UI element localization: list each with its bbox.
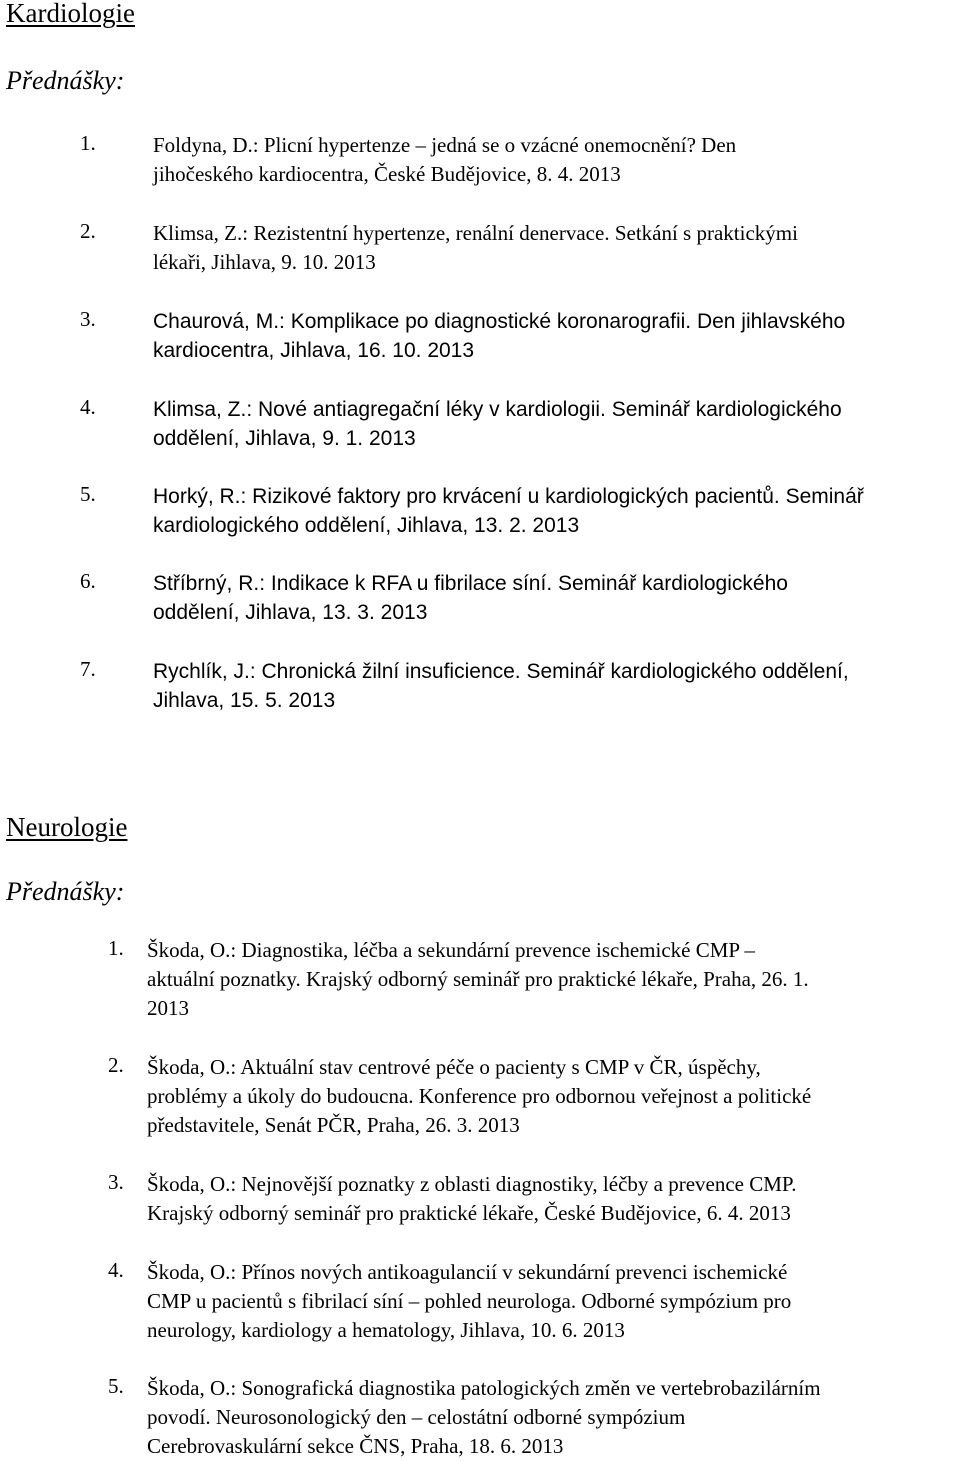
item-number: 6. <box>80 569 96 593</box>
item-line: aktuální poznatky. Krajský odborný seminář pro praktické lékaře, Praha, 26. 1. <box>147 967 809 991</box>
section-heading-neurologie: Neurologie <box>6 812 128 842</box>
item-line: Škoda, O.: Diagnostika, léčba a sekundární prevence ischemické CMP – <box>147 938 756 962</box>
item-number: 1. <box>80 131 96 155</box>
item-number: 1. <box>108 936 124 960</box>
item-text <box>153 395 842 453</box>
item-number: 5. <box>108 1374 124 1398</box>
item-number: 7. <box>80 657 96 681</box>
item-line: jihočeského kardiocentra, České Budějovice, 8. 4. 2013 <box>153 162 621 186</box>
item-line: Škoda, O.: Sonografická diagnostika patologických změn ve vertebrobazilárním <box>147 1376 821 1400</box>
item-number: 5. <box>80 482 96 506</box>
item-number: 3. <box>80 307 96 331</box>
item-line: Škoda, O.: Nejnovější poznatky z oblasti diagnostiky, léčby a prevence CMP. <box>147 1172 797 1196</box>
item-line: představitele, Senát PČR, Praha, 26. 3. 2013 <box>147 1113 520 1137</box>
item-text <box>153 657 849 715</box>
item-line: Krajský odborný seminář pro praktické lékaře, České Budějovice, 6. 4. 2013 <box>147 1201 791 1225</box>
item-line: kardiologického oddělení, Jihlava, 13. 2. 2013 <box>153 514 580 537</box>
item-line: oddělení, Jihlava, 13. 3. 2013 <box>153 601 428 624</box>
item-line: CMP u pacientů s fibrilací síní – pohled neurologa. Odborné sympózium pro <box>147 1289 792 1313</box>
item-line: Klimsa, Z.: Nové antiagregační léky v kardiologii. Seminář kardiologického <box>153 398 842 421</box>
item-line: Chaurová, M.: Komplikace po diagnostické koronarografii. Den jihlavského <box>153 310 846 333</box>
item-text <box>147 1374 821 1461</box>
item-line: problémy a úkoly do budoucna. Konference pro odbornou veřejnost a politické <box>147 1084 812 1108</box>
item-line: oddělení, Jihlava, 9. 1. 2013 <box>153 427 416 450</box>
item-line: Jihlava, 15. 5. 2013 <box>153 689 336 712</box>
item-text <box>153 482 864 540</box>
item-line: lékaři, Jihlava, 9. 10. 2013 <box>153 250 376 274</box>
item-text <box>153 307 845 365</box>
section-subheading-neurologie: Přednášky: <box>6 877 125 906</box>
item-line: povodí. Neurosonologický den – celostátní odborné sympózium <box>147 1405 686 1429</box>
item-text <box>147 1053 811 1140</box>
item-text <box>153 131 736 189</box>
item-line: Foldyna, D.: Plicní hypertenze – jedná se o vzácné onemocnění? Den <box>153 133 737 157</box>
item-line: Stříbrný, R.: Indikace k RFA u fibrilace síní. Seminář kardiologického <box>153 572 788 595</box>
item-line: Škoda, O.: Aktuální stav centrové péče o pacienty s CMP v ČR, úspěchy, <box>147 1055 761 1079</box>
item-text <box>153 569 788 627</box>
item-text <box>147 1170 797 1228</box>
item-number: 3. <box>108 1170 124 1194</box>
item-line: Horký, R.: Rizikové faktory pro krvácení u kardiologických pacientů. Seminář <box>153 485 864 508</box>
item-number: 4. <box>108 1258 124 1282</box>
item-number: 2. <box>108 1053 124 1077</box>
item-text <box>153 219 798 277</box>
item-text <box>147 1258 791 1345</box>
item-line: Škoda, O.: Přínos nových antikoagulancií v sekundární prevenci ischemické <box>147 1260 788 1284</box>
item-line: kardiocentra, Jihlava, 16. 10. 2013 <box>153 339 475 362</box>
item-line: 2013 <box>147 996 189 1020</box>
item-number: 2. <box>80 219 96 243</box>
item-text <box>147 936 809 1023</box>
item-line: neurology, kardiology a hematology, Jihlava, 10. 6. 2013 <box>147 1318 625 1342</box>
item-line: Rychlík, J.: Chronická žilní insuficience. Seminář kardiologického oddělení, <box>153 660 849 683</box>
section-subheading-kardiologie: Přednášky: <box>6 66 125 95</box>
section-heading-kardiologie: Kardiologie <box>6 0 135 28</box>
item-number: 4. <box>80 395 96 419</box>
item-line: Cerebrovaskulární sekce ČNS, Praha, 18. 6. 2013 <box>147 1434 564 1458</box>
item-line: Klimsa, Z.: Rezistentní hypertenze, renální denervace. Setkání s praktickými <box>153 221 798 245</box>
